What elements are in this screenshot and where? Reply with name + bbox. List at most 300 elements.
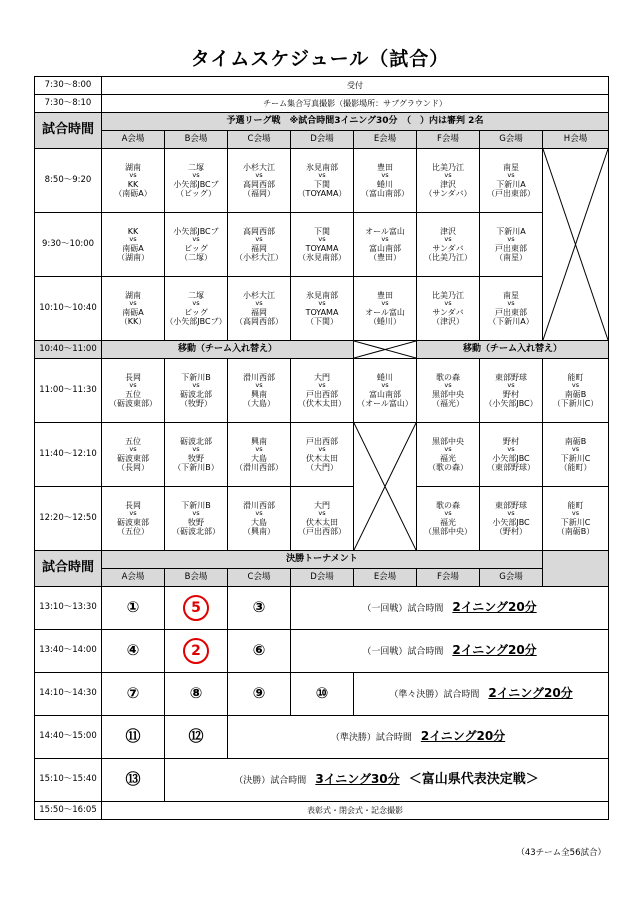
table-row xyxy=(35,673,609,716)
umpire-team: （富山南部） xyxy=(361,188,409,198)
umpire-team: （小杉大江） xyxy=(235,252,283,262)
vs-label: vs xyxy=(129,381,137,390)
umpire-team: （大島） xyxy=(243,398,275,408)
match-number xyxy=(165,587,228,630)
team-name: 五位 xyxy=(125,436,141,446)
team-name: 黒部中央 xyxy=(432,436,464,446)
match-cell xyxy=(291,149,354,213)
match-cell xyxy=(102,213,165,277)
tournament-title: 決勝トーナメント xyxy=(102,551,543,569)
umpire-team: （KK） xyxy=(119,316,147,326)
team-name: 興南 xyxy=(251,436,267,446)
team-name: 二塚 xyxy=(188,162,204,172)
match-cell xyxy=(102,149,165,213)
team-name: 大島 xyxy=(251,517,267,527)
table-row xyxy=(35,131,609,149)
table-row xyxy=(35,759,609,802)
team-name: 津沢 xyxy=(440,179,456,189)
venue-header: C会場 xyxy=(228,131,291,149)
time-cell: 12:20～12:50 xyxy=(35,487,102,551)
venue-header: E会場 xyxy=(354,131,417,149)
match-cell xyxy=(354,359,417,423)
team-name: 滑川西部 xyxy=(243,372,275,382)
team-name: 富山南部 xyxy=(369,389,401,399)
match-cell xyxy=(417,213,480,277)
team-name: 津沢 xyxy=(440,226,456,236)
vs-label: vs xyxy=(129,171,137,180)
umpire-team: （ビッグ） xyxy=(176,188,216,198)
umpire-team: （能町） xyxy=(559,462,592,472)
team-name: 伏木太田 xyxy=(306,517,338,527)
vs-label: vs xyxy=(381,299,389,308)
match-cell xyxy=(417,149,480,213)
venue-header: B会場 xyxy=(165,569,228,587)
time-cell: 9:30～10:00 xyxy=(35,213,102,277)
duration-label: 2イニング20分 xyxy=(420,729,506,744)
match-cell xyxy=(480,213,543,277)
vs-label: vs xyxy=(444,235,452,244)
vs-label: vs xyxy=(255,445,263,454)
team-name: 小矢部JBC xyxy=(492,517,530,527)
duration-note xyxy=(389,686,573,701)
vs-label: vs xyxy=(571,445,580,454)
umpire-team: （野村） xyxy=(495,526,527,536)
vs-label: vs xyxy=(318,445,326,454)
umpire-team: （五位） xyxy=(117,526,149,536)
match-cell xyxy=(354,149,417,213)
venue-header: A会場 xyxy=(102,569,165,587)
final-subtitle: ＜富山県代表決定戦＞ xyxy=(408,771,539,787)
match-cell xyxy=(228,359,291,423)
team-name: 東部野球 xyxy=(495,372,527,382)
umpire-team: （二塚） xyxy=(180,252,212,262)
vs-label: vs xyxy=(507,235,515,244)
team-name: 南星 xyxy=(503,162,519,172)
team-name: 小矢部JBCブ xyxy=(173,179,219,189)
time-cell: 7:30～8:00 xyxy=(35,77,102,95)
team-name: 牧野 xyxy=(188,453,204,463)
table-row xyxy=(35,630,609,673)
team-name: KK xyxy=(127,179,139,189)
time-cell: 10:10～10:40 xyxy=(35,277,102,341)
match-number-label: 2 xyxy=(183,638,209,664)
team-name: KK xyxy=(127,226,139,236)
table-row xyxy=(35,149,609,213)
round-info xyxy=(165,759,609,802)
team-name: 福岡 xyxy=(251,307,267,317)
match-cell xyxy=(228,487,291,551)
umpire-team: （高岡西部） xyxy=(235,316,283,326)
match-number-label: ⑪ xyxy=(125,727,141,746)
photo-cell: チーム集合写真撮影（撮影場所：サブグラウンド） xyxy=(102,95,609,113)
umpire-team: （下新川A） xyxy=(488,316,534,326)
cross-out-mark xyxy=(354,341,416,358)
time-cell: 13:10～13:30 xyxy=(35,587,102,630)
match-number-label: ⑨ xyxy=(252,684,266,703)
team-name: 下関 xyxy=(314,179,330,189)
team-name: 福岡 xyxy=(251,243,267,253)
team-name: 長岡 xyxy=(125,372,141,382)
team-name: 蜷川 xyxy=(377,372,393,382)
team-name: 歌の森 xyxy=(436,372,460,382)
table-row xyxy=(35,423,609,487)
match-cell xyxy=(165,359,228,423)
team-name: オール富山 xyxy=(365,226,405,236)
schedule-table xyxy=(34,76,609,820)
time-cell: 8:50～9:20 xyxy=(35,149,102,213)
team-name: 大島 xyxy=(251,453,267,463)
match-number-label: ⑥ xyxy=(252,641,266,660)
vs-label: vs xyxy=(318,381,326,390)
team-name: 砺波東部 xyxy=(117,517,149,527)
round-label: （準決勝）試合時間 xyxy=(330,733,412,744)
vs-label: vs xyxy=(444,171,452,180)
h-venue-unused xyxy=(543,149,609,341)
team-name: 高岡西部 xyxy=(243,226,275,236)
vs-label: vs xyxy=(318,171,326,180)
duration-label: 2イニング20分 xyxy=(452,643,537,658)
round-label: （準々決勝）試合時間 xyxy=(389,690,480,701)
team-name: 能町 xyxy=(567,372,584,382)
venue-header: C会場 xyxy=(228,569,291,587)
vs-label: vs xyxy=(255,235,263,244)
umpire-team: （伏木太田） xyxy=(298,398,346,408)
vs-label: vs xyxy=(507,381,515,390)
table-row xyxy=(35,802,609,820)
team-name: オール富山 xyxy=(365,307,405,317)
umpire-team: （砺波東部） xyxy=(109,398,157,408)
vs-label: vs xyxy=(129,235,137,244)
team-name: 福光 xyxy=(440,453,456,463)
match-number-label: ⑬ xyxy=(125,770,141,789)
venue-header: G会場 xyxy=(480,569,543,587)
time-cell: 14:40～15:00 xyxy=(35,716,102,759)
table-row xyxy=(35,95,609,113)
team-name: 黒部中央 xyxy=(432,389,464,399)
match-cell xyxy=(291,423,354,487)
match-cell xyxy=(102,487,165,551)
team-name: 小杉大江 xyxy=(243,162,275,172)
umpire-team: （歌の森） xyxy=(428,462,468,472)
vs-label: vs xyxy=(507,509,515,518)
team-name: ビッグ xyxy=(184,307,208,317)
team-name: 東部野球 xyxy=(495,500,527,510)
match-cell xyxy=(102,277,165,341)
match-cell xyxy=(543,487,609,551)
match-cell xyxy=(480,487,543,551)
team-name: 歌の森 xyxy=(436,500,460,510)
venue-header: G会場 xyxy=(480,131,543,149)
match-cell xyxy=(165,277,228,341)
round-info xyxy=(291,630,609,673)
vs-label: vs xyxy=(571,509,580,518)
match-number xyxy=(102,716,165,759)
team-name: 大門 xyxy=(314,372,330,382)
team-name: 福光 xyxy=(440,517,456,527)
umpire-team: （牧野） xyxy=(180,398,212,408)
umpire-team: （東部野球） xyxy=(487,462,535,472)
duration-label: 3イニング30分 xyxy=(315,771,400,786)
match-number xyxy=(228,673,291,716)
duration-note xyxy=(330,729,506,744)
match-cell xyxy=(417,277,480,341)
team-name: 下新川B xyxy=(181,500,211,510)
vs-label: vs xyxy=(192,509,200,518)
blank-cell xyxy=(543,551,609,587)
team-name: 戸出東部 xyxy=(495,307,527,317)
vs-label: vs xyxy=(381,235,389,244)
vs-label: vs xyxy=(381,171,389,180)
umpire-team: （小矢部JBCブ） xyxy=(165,316,227,326)
cross-out-mark xyxy=(543,149,608,340)
team-name: 豊田 xyxy=(377,162,393,172)
match-cell xyxy=(291,359,354,423)
team-name: 南砺B xyxy=(564,436,587,446)
vs-label: vs xyxy=(318,509,326,518)
team-name: 富山南部 xyxy=(369,243,401,253)
team-name: ビッグ xyxy=(184,243,208,253)
team-name: 南星 xyxy=(503,290,519,300)
umpire-team: （TOYAMA） xyxy=(297,188,347,198)
umpire-team: （オール富山） xyxy=(357,398,413,408)
team-name: 氷見南部 xyxy=(306,290,338,300)
team-name: 牧野 xyxy=(188,517,204,527)
match-number xyxy=(228,587,291,630)
team-name: 南砺A xyxy=(122,243,144,253)
vs-label: vs xyxy=(129,445,137,454)
team-name: 砺波東部 xyxy=(117,453,149,463)
vs-label: vs xyxy=(507,445,515,454)
match-cell xyxy=(480,277,543,341)
umpire-team: （氷見南部） xyxy=(298,252,346,262)
duration-note xyxy=(234,771,539,787)
match-cell xyxy=(291,277,354,341)
cross-out-mark xyxy=(354,423,416,550)
team-name: 砺波北部 xyxy=(180,389,212,399)
umpire-team: （南砺B） xyxy=(556,526,595,536)
match-cell xyxy=(165,213,228,277)
umpire-team: （南星） xyxy=(495,252,527,262)
vs-label: vs xyxy=(318,299,326,308)
team-name: 能町 xyxy=(567,500,584,510)
prelim-title: 予選リーグ戦 ※試合時間3イニング30分 （ ）内は審判 2名 xyxy=(102,113,609,131)
table-row xyxy=(35,359,609,423)
vs-label: vs xyxy=(192,235,200,244)
venue-header: D会場 xyxy=(291,569,354,587)
vs-label: vs xyxy=(444,509,452,518)
match-cell xyxy=(417,487,480,551)
round-label: （一回戦）試合時間 xyxy=(362,647,444,658)
match-number xyxy=(291,673,354,716)
team-name: 下新川A xyxy=(496,179,526,189)
match-number xyxy=(228,630,291,673)
time-cell: 14:10～14:30 xyxy=(35,673,102,716)
table-row xyxy=(35,569,609,587)
venue-header: D会場 xyxy=(291,131,354,149)
time-cell: 15:50～16:05 xyxy=(35,802,102,820)
match-cell xyxy=(417,359,480,423)
vs-label: vs xyxy=(507,171,515,180)
match-cell xyxy=(228,149,291,213)
team-name: 野村 xyxy=(503,389,519,399)
table-row xyxy=(35,587,609,630)
duration-note xyxy=(362,643,537,658)
umpire-team: （長岡） xyxy=(117,462,149,472)
umpire-team: （湖南） xyxy=(117,252,149,262)
vs-label: vs xyxy=(255,171,263,180)
match-number xyxy=(102,630,165,673)
team-name: サンダバ xyxy=(432,307,464,317)
umpire-team: （滑川西部） xyxy=(235,462,283,472)
vs-label: vs xyxy=(444,381,452,390)
venue-header: F会場 xyxy=(417,131,480,149)
table-row xyxy=(35,341,609,359)
team-name: 野村 xyxy=(503,436,519,446)
umpire-team: （豊田） xyxy=(369,252,401,262)
match-number-label: ⑩ xyxy=(315,684,329,703)
team-name: 氷見南部 xyxy=(306,162,338,172)
team-name: 小杉大江 xyxy=(243,290,275,300)
venue-header: F会場 xyxy=(417,569,480,587)
match-cell xyxy=(291,487,354,551)
umpire-team: （下新川C） xyxy=(552,398,599,408)
vs-label: vs xyxy=(571,381,580,390)
umpire-team: （戸出東部） xyxy=(487,188,535,198)
vs-label: vs xyxy=(192,445,200,454)
time-cell: 7:30～8:10 xyxy=(35,95,102,113)
umpire-team: （津沢） xyxy=(432,316,464,326)
match-cell xyxy=(354,277,417,341)
time-cell: 11:40～12:10 xyxy=(35,423,102,487)
match-number-label: 5 xyxy=(183,595,209,621)
match-cell xyxy=(543,423,609,487)
table-row xyxy=(35,213,609,277)
vs-label: vs xyxy=(255,509,263,518)
match-number-label: ⑫ xyxy=(188,727,204,746)
umpire-team: （福光） xyxy=(432,398,464,408)
match-time-header: 試合時間 xyxy=(35,551,102,587)
match-cell xyxy=(480,423,543,487)
team-name: 二塚 xyxy=(188,290,204,300)
match-number xyxy=(102,587,165,630)
match-cell xyxy=(102,359,165,423)
team-name: 南砺A xyxy=(122,307,144,317)
match-count-note: （43チーム全56試合） xyxy=(516,848,606,858)
vs-label: vs xyxy=(318,235,326,244)
time-cell: 11:00～11:30 xyxy=(35,359,102,423)
match-cell xyxy=(102,423,165,487)
closing-cell: 表彰式・閉会式・記念撮影 xyxy=(102,802,609,820)
e-venue-unused xyxy=(354,341,417,359)
time-cell: 10:40～11:00 xyxy=(35,341,102,359)
umpire-team: （砺波北部） xyxy=(172,526,220,536)
round-label: （決勝）試合時間 xyxy=(234,775,307,786)
umpire-team: （下関） xyxy=(306,316,338,326)
match-number xyxy=(165,673,228,716)
match-number-label: ③ xyxy=(252,598,266,617)
move-label: 移動（チーム入れ替え） xyxy=(102,341,354,359)
umpire-team: （福岡） xyxy=(243,188,275,198)
table-row xyxy=(35,113,609,131)
team-name: 長岡 xyxy=(125,500,141,510)
team-name: 南砺B xyxy=(564,389,587,399)
venue-header: H会場 xyxy=(543,131,609,149)
vs-label: vs xyxy=(192,171,200,180)
umpire-team: （南砺A） xyxy=(114,188,152,198)
vs-label: vs xyxy=(192,381,200,390)
umpire-team: （大門） xyxy=(306,462,338,472)
match-number xyxy=(102,759,165,802)
table-row xyxy=(35,487,609,551)
vs-label: vs xyxy=(381,381,389,390)
match-cell xyxy=(354,213,417,277)
match-cell xyxy=(417,423,480,487)
match-number-label: ⑧ xyxy=(189,684,203,703)
match-cell xyxy=(165,423,228,487)
umpire-team: （サンダバ） xyxy=(424,188,472,198)
match-number xyxy=(165,630,228,673)
team-name: 豊田 xyxy=(377,290,393,300)
umpire-team: （黒部中央） xyxy=(424,526,472,536)
umpire-team: （興南） xyxy=(243,526,275,536)
umpire-team: （小矢部JBC） xyxy=(484,398,538,408)
table-row xyxy=(35,551,609,569)
round-info xyxy=(291,587,609,630)
venue-header: A会場 xyxy=(102,131,165,149)
team-name: 下関 xyxy=(314,226,330,236)
team-name: 小矢部JBCブ xyxy=(173,226,219,236)
team-name: 戸出西部 xyxy=(306,436,338,446)
venue-header: E会場 xyxy=(354,569,417,587)
team-name: 興南 xyxy=(251,389,267,399)
round-label: （一回戦）試合時間 xyxy=(362,604,444,615)
team-name: 下新川C xyxy=(560,453,591,463)
vs-label: vs xyxy=(444,299,452,308)
match-cell xyxy=(165,149,228,213)
e-venue-unused xyxy=(354,423,417,551)
vs-label: vs xyxy=(129,299,137,308)
match-time-header: 試合時間 xyxy=(35,113,102,149)
reception-cell: 受付 xyxy=(102,77,609,95)
team-name: 五位 xyxy=(125,389,141,399)
team-name: 湖南 xyxy=(125,162,141,172)
team-name: 下新川C xyxy=(560,517,591,527)
duration-label: 2イニング20分 xyxy=(452,600,537,615)
umpire-team: （蜷川） xyxy=(369,316,401,326)
move-label: 移動（チーム入れ替え） xyxy=(417,341,609,359)
duration-label: 2イニング20分 xyxy=(488,686,573,701)
time-cell: 13:40～14:00 xyxy=(35,630,102,673)
team-name: 下新川A xyxy=(496,226,526,236)
match-number-label: ① xyxy=(126,598,140,617)
vs-label: vs xyxy=(255,381,263,390)
match-cell xyxy=(165,487,228,551)
venue-header: B会場 xyxy=(165,131,228,149)
table-row xyxy=(35,77,609,95)
umpire-team: （下新川B） xyxy=(173,462,219,472)
team-name: 滑川西部 xyxy=(243,500,275,510)
match-cell xyxy=(480,149,543,213)
team-name: 比美乃江 xyxy=(432,290,464,300)
vs-label: vs xyxy=(129,509,137,518)
team-name: 小矢部JBC xyxy=(492,453,530,463)
team-name: 蜷川 xyxy=(377,179,393,189)
table-row xyxy=(35,716,609,759)
vs-label: vs xyxy=(507,299,515,308)
umpire-team: （戸出西部） xyxy=(298,526,346,536)
round-info xyxy=(228,716,609,759)
team-name: 砺波北部 xyxy=(180,436,212,446)
